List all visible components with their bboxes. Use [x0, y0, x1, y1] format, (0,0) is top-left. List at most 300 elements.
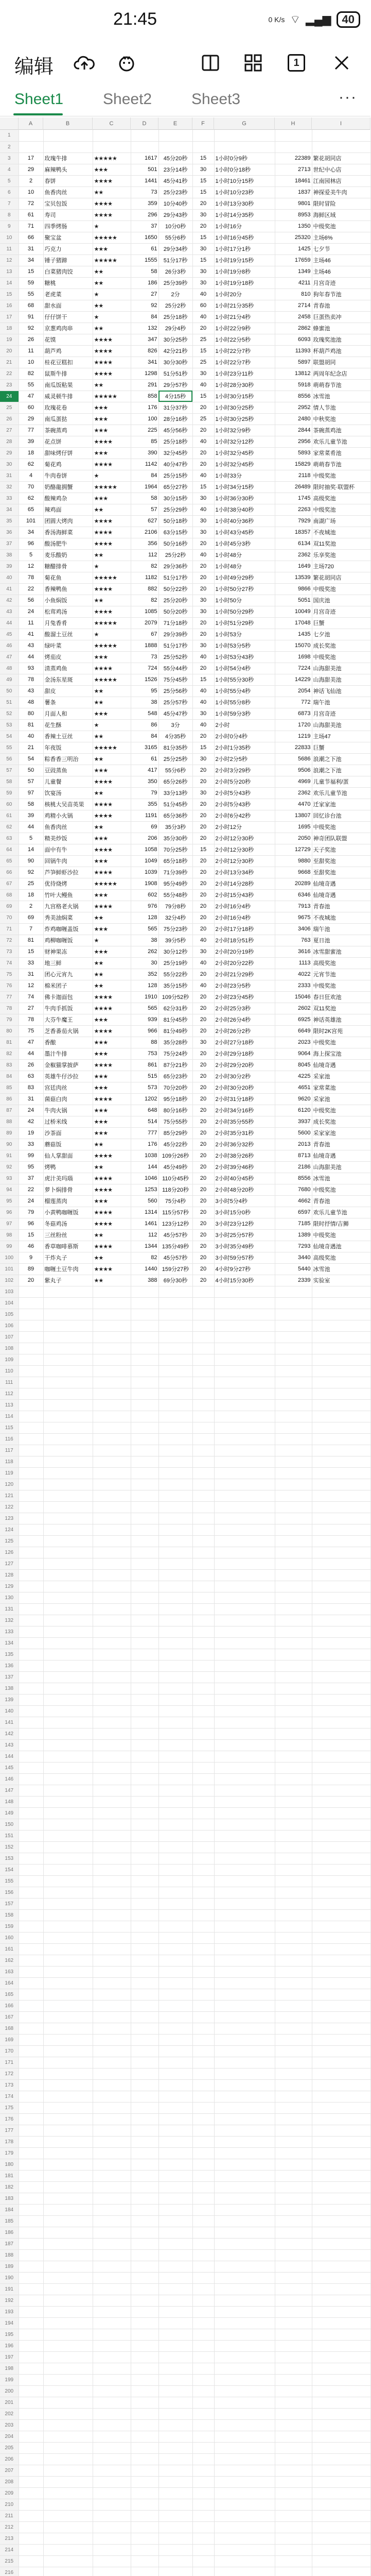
cell-b[interactable]: [43, 2034, 93, 2045]
cell-i[interactable]: 中级奖池: [312, 504, 370, 515]
cell-g[interactable]: [214, 1320, 275, 1331]
cell-e[interactable]: [158, 2170, 192, 2181]
cell-g[interactable]: [214, 2431, 275, 2442]
row-number[interactable]: 126: [0, 1547, 19, 1558]
cell-e[interactable]: 51分17秒: [158, 640, 192, 651]
cell-f[interactable]: 20: [192, 1252, 214, 1263]
cell-c[interactable]: ★★★★: [93, 1173, 131, 1184]
cell-d[interactable]: 85: [131, 436, 158, 447]
cell-b[interactable]: 面中有牛: [43, 844, 93, 855]
cell-f[interactable]: [192, 2408, 214, 2419]
cell-i[interactable]: 儿童节福利/蛋: [312, 776, 370, 787]
cell-c[interactable]: [93, 2079, 131, 2091]
row-number[interactable]: 205: [0, 2442, 19, 2453]
cell-d[interactable]: [131, 1683, 158, 1694]
cell-g[interactable]: 1小时32分45秒: [214, 459, 275, 470]
row-number[interactable]: 33: [0, 493, 19, 504]
cell-h[interactable]: 1837: [275, 187, 312, 198]
row-number[interactable]: 191: [0, 2283, 19, 2295]
cell-g[interactable]: [214, 1932, 275, 1943]
cell-i[interactable]: [312, 1637, 370, 1649]
cell-h[interactable]: [275, 2023, 312, 2034]
cell-b[interactable]: 糖醋排骨: [43, 561, 93, 572]
row-number[interactable]: 64: [0, 844, 19, 855]
row-number[interactable]: 88: [0, 1116, 19, 1127]
cell-h[interactable]: [275, 1739, 312, 1751]
cell-f[interactable]: 20: [192, 459, 214, 470]
cell-f[interactable]: 20: [192, 1127, 214, 1139]
cell-h[interactable]: 763: [275, 935, 312, 946]
cell-d[interactable]: [131, 1524, 158, 1535]
cell-g[interactable]: [214, 1887, 275, 1898]
cell-i[interactable]: 仙境奇遇: [312, 1059, 370, 1071]
cell-i[interactable]: 七夕节: [312, 243, 370, 255]
cell-c[interactable]: ★★★: [93, 243, 131, 255]
cell-b[interactable]: [43, 1909, 93, 1921]
cell-f[interactable]: [192, 2555, 214, 2567]
cell-h[interactable]: 6093: [275, 334, 312, 345]
cell-d[interactable]: [131, 2238, 158, 2249]
cell-i[interactable]: [312, 1445, 370, 1456]
cell-b[interactable]: [43, 1524, 93, 1535]
row-number[interactable]: 141: [0, 1717, 19, 1728]
cell-c[interactable]: ★★★★: [93, 357, 131, 368]
cell-f[interactable]: [192, 1535, 214, 1547]
cell-d[interactable]: [131, 1513, 158, 1524]
row-number[interactable]: 44: [0, 617, 19, 629]
cell-e[interactable]: 45分47秒: [158, 708, 192, 719]
cell-h[interactable]: 11393: [275, 345, 312, 357]
cell-h[interactable]: [275, 1445, 312, 1456]
cell-c[interactable]: [93, 2034, 131, 2045]
cell-i[interactable]: [312, 2170, 370, 2181]
cell-f[interactable]: [192, 2476, 214, 2487]
cell-h[interactable]: 4470: [275, 799, 312, 810]
cell-b[interactable]: 甜水面: [43, 300, 93, 311]
cell-f[interactable]: [192, 1331, 214, 1343]
cell-b[interactable]: 月面人和: [43, 708, 93, 719]
cell-d[interactable]: [131, 2306, 158, 2317]
cell-c[interactable]: [93, 2317, 131, 2329]
cell-h[interactable]: 22833: [275, 742, 312, 753]
cell-b[interactable]: 麦乐酸奶: [43, 549, 93, 561]
cell-e[interactable]: 26分3秒: [158, 266, 192, 277]
cell-c[interactable]: [93, 2000, 131, 2011]
cell-e[interactable]: [158, 2227, 192, 2238]
cell-b[interactable]: 聚宝盆: [43, 232, 93, 243]
cell-f[interactable]: 30: [192, 787, 214, 799]
cell-d[interactable]: [131, 2136, 158, 2147]
cell-e[interactable]: 45分22秒: [158, 1139, 192, 1150]
cell-h[interactable]: 20289: [275, 878, 312, 889]
cell-c[interactable]: ★★★★: [93, 1025, 131, 1037]
cell-a[interactable]: 63: [19, 1071, 43, 1082]
cell-c[interactable]: ★★★★★: [93, 742, 131, 753]
cell-f[interactable]: [192, 1751, 214, 1762]
cell-g[interactable]: [214, 2261, 275, 2272]
cell-i[interactable]: 成长奖池: [312, 640, 370, 651]
cell-e[interactable]: 109分26秒: [158, 1150, 192, 1161]
cell-d[interactable]: 390: [131, 447, 158, 459]
cell-b[interactable]: [43, 2215, 93, 2227]
cell-f[interactable]: 20: [192, 1025, 214, 1037]
cell-b[interactable]: 金汤东星斑: [43, 674, 93, 685]
cell-b[interactable]: [43, 1309, 93, 1320]
cell-e[interactable]: 25分57秒: [158, 697, 192, 708]
cell-c[interactable]: [93, 2147, 131, 2159]
cell-i[interactable]: [312, 2499, 370, 2510]
cell-a[interactable]: [19, 1365, 43, 1377]
cell-g[interactable]: 1小时10分15秒: [214, 175, 275, 187]
cell-e[interactable]: 71分39秒: [158, 867, 192, 878]
cell-e[interactable]: [158, 1603, 192, 1615]
cell-c[interactable]: ★★: [93, 697, 131, 708]
cell-g[interactable]: [214, 1728, 275, 1739]
cell-i[interactable]: [312, 2125, 370, 2136]
cell-d[interactable]: [131, 141, 158, 152]
cell-i[interactable]: [312, 2295, 370, 2306]
cell-h[interactable]: [275, 2057, 312, 2068]
cell-g[interactable]: [214, 1819, 275, 1830]
cell-b[interactable]: [43, 1694, 93, 1705]
cell-g[interactable]: 1小时50分27秒: [214, 583, 275, 595]
cell-a[interactable]: [19, 1819, 43, 1830]
cell-h[interactable]: [275, 2204, 312, 2215]
cell-d[interactable]: [131, 2159, 158, 2170]
cell-e[interactable]: [158, 2306, 192, 2317]
cell-i[interactable]: [312, 1989, 370, 2000]
cell-i[interactable]: 海鲜区域: [312, 209, 370, 221]
cell-d[interactable]: [131, 2193, 158, 2204]
cell-d[interactable]: 30: [131, 957, 158, 969]
cell-d[interactable]: 144: [131, 1161, 158, 1173]
cell-g[interactable]: [214, 1547, 275, 1558]
cell-i[interactable]: [312, 1479, 370, 1490]
cell-i[interactable]: 中级奖池: [312, 470, 370, 481]
cell-h[interactable]: 1720: [275, 719, 312, 731]
cell-f[interactable]: [192, 2215, 214, 2227]
cell-h[interactable]: [275, 141, 312, 152]
cell-g[interactable]: 2小时12分30秒: [214, 833, 275, 844]
cell-f[interactable]: 25: [192, 334, 214, 345]
cell-i[interactable]: 浪潮之下池: [312, 765, 370, 776]
cell-a[interactable]: 15: [19, 1229, 43, 1241]
cell-f[interactable]: 60: [192, 300, 214, 311]
cell-b[interactable]: 南瓜蛋挞: [43, 413, 93, 425]
cell-g[interactable]: 1小时54分4秒: [214, 663, 275, 674]
cell-f[interactable]: [192, 1853, 214, 1864]
row-number[interactable]: 32: [0, 481, 19, 493]
row-number[interactable]: 40: [0, 572, 19, 583]
cell-g[interactable]: 1小时36分30秒: [214, 493, 275, 504]
cell-i[interactable]: 青春池: [312, 901, 370, 912]
cell-d[interactable]: 82: [131, 595, 158, 606]
cell-c[interactable]: [93, 1751, 131, 1762]
cell-h[interactable]: 3440: [275, 1252, 312, 1263]
cell-e[interactable]: 50分18秒: [158, 515, 192, 527]
cell-b[interactable]: [43, 1853, 93, 1864]
cell-i[interactable]: 冰雪池: [312, 1173, 370, 1184]
row-number[interactable]: 102: [0, 1275, 19, 1286]
cell-f[interactable]: 20: [192, 1116, 214, 1127]
cell-c[interactable]: [93, 2431, 131, 2442]
cell-e[interactable]: [158, 2340, 192, 2351]
cell-d[interactable]: [131, 2261, 158, 2272]
cell-d[interactable]: 82: [131, 561, 158, 572]
cell-d[interactable]: 1202: [131, 1093, 158, 1105]
cell-g[interactable]: 2小时12分: [214, 821, 275, 833]
cell-c[interactable]: ★★★★: [93, 334, 131, 345]
cell-h[interactable]: [275, 1989, 312, 2000]
cell-a[interactable]: [19, 1433, 43, 1445]
cell-h[interactable]: 2050: [275, 833, 312, 844]
cell-g[interactable]: 1小时43分45秒: [214, 527, 275, 538]
cell-c[interactable]: ★★: [93, 187, 131, 198]
cell-a[interactable]: [19, 2567, 43, 2576]
cell-e[interactable]: [158, 1728, 192, 1739]
cell-a[interactable]: 34: [19, 255, 43, 266]
cell-i[interactable]: 月宫奇迹: [312, 606, 370, 617]
row-number[interactable]: 130: [0, 1592, 19, 1603]
row-number[interactable]: 45: [0, 629, 19, 640]
cell-e[interactable]: [158, 2351, 192, 2363]
cell-d[interactable]: [131, 1841, 158, 1853]
cell-i[interactable]: 繁花胡同店: [312, 572, 370, 583]
cell-g[interactable]: 2小时35分31秒: [214, 1127, 275, 1139]
cell-a[interactable]: [19, 2476, 43, 2487]
cell-g[interactable]: 2小时1分35秒: [214, 742, 275, 753]
cell-i[interactable]: 高级奖池: [312, 493, 370, 504]
cell-i[interactable]: [312, 1762, 370, 1773]
tab-sheet1[interactable]: Sheet1: [14, 91, 64, 108]
cell-a[interactable]: 17: [19, 152, 43, 164]
cell-h[interactable]: 9880: [275, 855, 312, 867]
cell-a[interactable]: 62: [19, 459, 43, 470]
cell-a[interactable]: 95: [19, 1161, 43, 1173]
cell-i[interactable]: [312, 1331, 370, 1343]
cell-i[interactable]: 南湖广场: [312, 515, 370, 527]
select-all-corner[interactable]: [0, 117, 19, 130]
cell-f[interactable]: [192, 2091, 214, 2102]
cell-c[interactable]: [93, 2136, 131, 2147]
cell-c[interactable]: ★★: [93, 300, 131, 311]
cell-i[interactable]: 中级奖池: [312, 980, 370, 991]
cell-f[interactable]: 15: [192, 844, 214, 855]
cell-h[interactable]: [275, 1932, 312, 1943]
cell-h[interactable]: 2714: [275, 300, 312, 311]
row-number[interactable]: 200: [0, 2385, 19, 2397]
cell-i[interactable]: [312, 2317, 370, 2329]
cell-b[interactable]: [43, 2057, 93, 2068]
row-number[interactable]: 139: [0, 1694, 19, 1705]
cell-f[interactable]: [192, 1320, 214, 1331]
cell-c[interactable]: [93, 1513, 131, 1524]
cell-d[interactable]: 1038: [131, 1150, 158, 1161]
cell-h[interactable]: 9506: [275, 765, 312, 776]
cell-g[interactable]: [214, 2295, 275, 2306]
cell-i[interactable]: [312, 1343, 370, 1354]
cell-e[interactable]: [158, 2011, 192, 2023]
cell-a[interactable]: 61: [19, 209, 43, 221]
cell-f[interactable]: [192, 2442, 214, 2453]
cell-i[interactable]: [312, 2329, 370, 2340]
cell-d[interactable]: [131, 2023, 158, 2034]
cell-f[interactable]: [192, 2204, 214, 2215]
cell-g[interactable]: 1小时48分: [214, 561, 275, 572]
row-number[interactable]: 77: [0, 991, 19, 1003]
cell-i[interactable]: 中级奖池: [312, 651, 370, 663]
cell-c[interactable]: ★: [93, 221, 131, 232]
cell-c[interactable]: [93, 1898, 131, 1909]
cell-i[interactable]: [312, 1286, 370, 1297]
cell-e[interactable]: 51分17秒: [158, 255, 192, 266]
cell-e[interactable]: [158, 1320, 192, 1331]
cell-c[interactable]: [93, 2091, 131, 2102]
cell-g[interactable]: 2小时15分43秒: [214, 889, 275, 901]
cell-b[interactable]: [43, 1785, 93, 1796]
cell-e[interactable]: [158, 1966, 192, 1977]
cell-b[interactable]: [43, 2397, 93, 2408]
cell-c[interactable]: ★★: [93, 595, 131, 606]
cell-e[interactable]: 30分30秒: [158, 357, 192, 368]
cell-d[interactable]: [131, 1422, 158, 1433]
cell-g[interactable]: [214, 1875, 275, 1887]
cell-e[interactable]: [158, 2487, 192, 2499]
cell-a[interactable]: [19, 2079, 43, 2091]
cell-h[interactable]: 1219: [275, 731, 312, 742]
cell-i[interactable]: [312, 1717, 370, 1728]
cell-b[interactable]: [43, 2238, 93, 2249]
cell-e[interactable]: [158, 2442, 192, 2453]
cell-f[interactable]: [192, 1490, 214, 1501]
cell-f[interactable]: [192, 1819, 214, 1830]
row-number[interactable]: 190: [0, 2272, 19, 2283]
cell-f[interactable]: 20: [192, 1207, 214, 1218]
cell-h[interactable]: [275, 2272, 312, 2283]
cell-d[interactable]: [131, 2397, 158, 2408]
cell-e[interactable]: [158, 1286, 192, 1297]
cell-h[interactable]: 2844: [275, 425, 312, 436]
cell-b[interactable]: 春饼: [43, 175, 93, 187]
cell-g[interactable]: [214, 1490, 275, 1501]
cell-f[interactable]: [192, 1977, 214, 1989]
cell-c[interactable]: [93, 1343, 131, 1354]
cell-c[interactable]: [93, 1921, 131, 1932]
cell-a[interactable]: [19, 1603, 43, 1615]
row-number[interactable]: 175: [0, 2102, 19, 2113]
cell-a[interactable]: 71: [19, 221, 43, 232]
cell-h[interactable]: 6925: [275, 1014, 312, 1025]
cell-h[interactable]: [275, 1524, 312, 1535]
cell-d[interactable]: 1046: [131, 1173, 158, 1184]
cell-h[interactable]: 6597: [275, 1207, 312, 1218]
cell-i[interactable]: 联盟胡同: [312, 357, 370, 368]
cell-c[interactable]: [93, 1989, 131, 2000]
row-number[interactable]: 1: [0, 130, 19, 141]
cell-i[interactable]: 青春池: [312, 300, 370, 311]
cell-a[interactable]: [19, 2091, 43, 2102]
cell-b[interactable]: 炸鸡咖喱盖饭: [43, 923, 93, 935]
cell-e[interactable]: 45分57秒: [158, 1229, 192, 1241]
cell-d[interactable]: [131, 2465, 158, 2476]
cell-d[interactable]: 627: [131, 515, 158, 527]
cell-e[interactable]: [158, 1615, 192, 1626]
cell-e[interactable]: [158, 2034, 192, 2045]
cell-h[interactable]: [275, 2068, 312, 2079]
cell-e[interactable]: [158, 2068, 192, 2079]
cell-a[interactable]: 33: [19, 957, 43, 969]
cell-i[interactable]: 玫瑰奖池池: [312, 334, 370, 345]
cell-a[interactable]: 55: [19, 289, 43, 300]
cell-g[interactable]: 1小时50分29秒: [214, 606, 275, 617]
cell-d[interactable]: [131, 2533, 158, 2544]
cell-b[interactable]: [43, 1603, 93, 1615]
cell-f[interactable]: [192, 2227, 214, 2238]
row-number[interactable]: 73: [0, 946, 19, 957]
row-number[interactable]: 163: [0, 1966, 19, 1977]
cell-c[interactable]: ★★★: [93, 413, 131, 425]
cell-d[interactable]: [131, 1626, 158, 1637]
cell-h[interactable]: 8045: [275, 1059, 312, 1071]
cell-f[interactable]: 40: [192, 379, 214, 391]
spreadsheet-grid[interactable]: [0, 117, 370, 2575]
cell-h[interactable]: [275, 1569, 312, 1581]
cell-i[interactable]: [312, 2227, 370, 2238]
cell-h[interactable]: [275, 2306, 312, 2317]
cell-i[interactable]: 中级奖池: [312, 1105, 370, 1116]
cell-d[interactable]: [131, 2419, 158, 2431]
cell-d[interactable]: 1182: [131, 572, 158, 583]
cell-i[interactable]: [312, 1841, 370, 1853]
cell-g[interactable]: 2小时23分5秒: [214, 980, 275, 991]
cell-c[interactable]: ★: [93, 311, 131, 323]
cell-h[interactable]: [275, 1592, 312, 1603]
cell-b[interactable]: [43, 2317, 93, 2329]
cell-e[interactable]: [158, 1955, 192, 1966]
cell-g[interactable]: [214, 2091, 275, 2102]
cell-d[interactable]: 1461: [131, 1218, 158, 1229]
cell-f[interactable]: [192, 130, 214, 141]
cell-f[interactable]: [192, 2499, 214, 2510]
row-number[interactable]: 202: [0, 2408, 19, 2419]
cell-a[interactable]: [19, 2487, 43, 2499]
cell-g[interactable]: 1小时30分25秒: [214, 402, 275, 413]
cell-i[interactable]: 国庆池: [312, 595, 370, 606]
cell-i[interactable]: [312, 2385, 370, 2397]
cell-f[interactable]: [192, 2011, 214, 2023]
cell-c[interactable]: [93, 2397, 131, 2408]
cell-f[interactable]: 20: [192, 1071, 214, 1082]
cell-c[interactable]: [93, 1875, 131, 1887]
cell-c[interactable]: [93, 1887, 131, 1898]
cell-e[interactable]: [158, 1887, 192, 1898]
row-number[interactable]: 39: [0, 561, 19, 572]
cell-a[interactable]: 44: [19, 821, 43, 833]
cell-c[interactable]: [93, 1762, 131, 1773]
cell-h[interactable]: 1435: [275, 629, 312, 640]
row-number[interactable]: 110: [0, 1365, 19, 1377]
cell-e[interactable]: 25分39秒: [158, 277, 192, 289]
cell-g[interactable]: [214, 2510, 275, 2521]
cell-d[interactable]: 176: [131, 402, 158, 413]
row-number[interactable]: 15: [0, 289, 19, 300]
row-number[interactable]: 21: [0, 357, 19, 368]
cell-e[interactable]: [158, 1853, 192, 1864]
cell-i[interactable]: [312, 1671, 370, 1683]
cell-e[interactable]: [158, 1343, 192, 1354]
cell-d[interactable]: 27: [131, 289, 158, 300]
cell-g[interactable]: [214, 2374, 275, 2385]
